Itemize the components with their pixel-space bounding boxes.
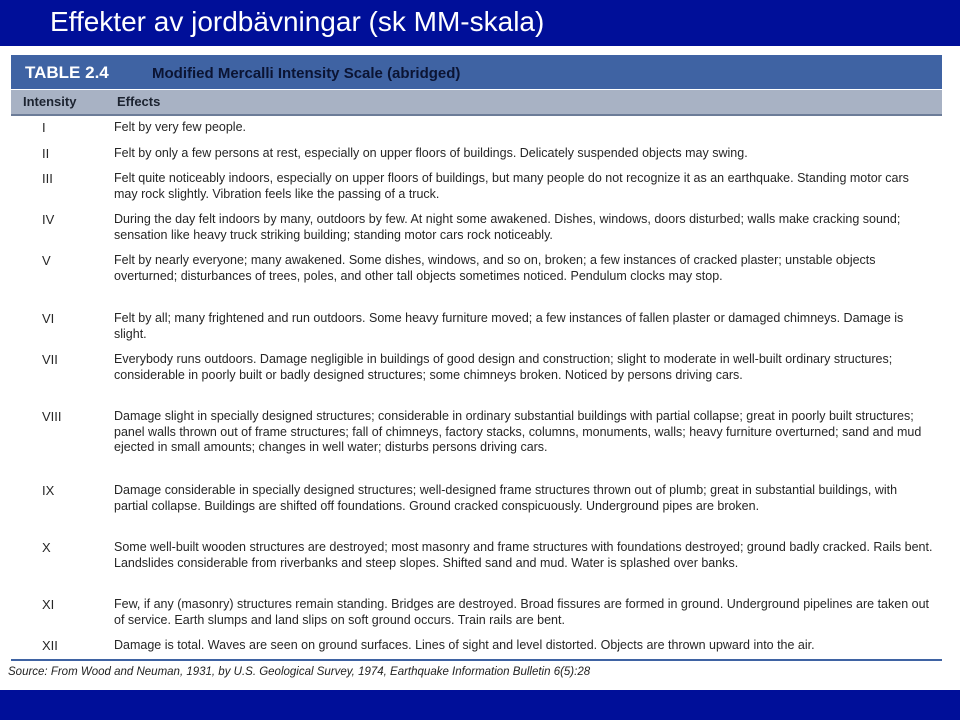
effect-text: Everybody runs outdoors. Damage negligible in buildings of good design and construction; slight to moderate in well-built ordinary structures; considerable in poorly built or badly designed structures; some chimneys broken. Noticed by persons driving cars. [114, 352, 893, 382]
table-caption: Modified Mercalli Intensity Scale (abridged) [152, 65, 461, 82]
intensity-value: VI [42, 311, 55, 326]
column-header-row [11, 90, 942, 116]
effect-text: Felt by only a few persons at rest, especially on upper floors of buildings. Delicately suspended objects may swing. [114, 146, 748, 160]
effect-text: Damage is total. Waves are seen on ground surfaces. Lines of sight and level distorted. Objects are thrown upward into the air. [114, 638, 815, 652]
effect-text: Damage slight in specially designed structures; considerable in ordinary substantial buildings with partial collapse; great in poorly built structures; panel walls thrown out of frame structures; fall of chimneys, factory stacks, columns, monuments, walls; heavy furniture overturned; sand and mud ejected in small amounts; changes in well water; disturbs persons driving cars. [114, 409, 922, 454]
effect-text: Felt by very few people. [114, 120, 247, 134]
intensity-value: IV [42, 212, 55, 227]
effect-text: Felt by nearly everyone; many awakened. Some dishes, windows, and so on, broken; a few instances of cracked plaster; unstable objects overturned; disturbances of trees, poles, and other tall objects sometimes noticed. Pendulum clocks may stop. [114, 253, 876, 283]
effect-text: Damage considerable in specially designed structures; well-designed frame structures thrown out of plumb; great in substantial buildings, with partial collapse. Buildings are shifted off foundations. Ground cracked conspicuously. Underground pipes are broken. [114, 483, 898, 513]
effect-text: Felt by all; many frightened and run outdoors. Some heavy furniture moved; a few instances of fallen plaster or damaged chimneys. Damage is slight. [114, 311, 904, 341]
slide-footer-bar [0, 690, 960, 720]
intensity-value: I [42, 120, 46, 135]
column-header-effects: Effects [117, 94, 161, 109]
effect-text: Some well-built wooden structures are destroyed; most masonry and frame structures with foundations destroyed; ground badly cracked. Rails bent. Landslides considerable from riverbanks and steep slopes. Shifted sand and mud. Water is splashed over banks. [114, 540, 933, 570]
table-header [11, 55, 942, 89]
intensity-value: V [42, 253, 51, 268]
intensity-value: XI [42, 597, 55, 612]
effect-text: Few, if any (masonry) structures remain standing. Bridges are destroyed. Broad fissures are formed in ground. Underground pipelines are taken out of service. Earth slumps and land slips on soft ground occurs. Train rails are bent. [114, 597, 929, 627]
effect-text: Felt quite noticeably indoors, especially on upper floors of buildings, but many people do not recognize it as an earthquake. Standing motor cars may rock slightly. Vibration feels like the passing of a truck. [114, 171, 909, 201]
intensity-value: VII [42, 352, 58, 367]
source-citation: Source: From Wood and Neuman, 1931, by U.S. Geological Survey, 1974, Earthquake Information Bulletin 6(5):28 [8, 666, 591, 678]
intensity-value: III [42, 171, 53, 186]
table-number: TABLE 2.4 [25, 63, 109, 82]
intensity-value: XII [42, 638, 58, 653]
source-divider [11, 659, 942, 661]
effect-text: During the day felt indoors by many, outdoors by few. At night some awakened. Dishes, windows, doors disturbed; walls make cracking sound; sensation like heavy truck striking building; standing motor cars rock noticeably. [114, 212, 901, 242]
column-header-intensity: Intensity [23, 94, 77, 109]
intensity-value: IX [42, 483, 55, 498]
intensity-value: X [42, 540, 51, 555]
scanned-table [8, 52, 944, 688]
intensity-value: VIII [42, 409, 62, 424]
slide-title: Effekter av jordbävningar (sk MM-skala) [50, 6, 545, 37]
intensity-value: II [42, 146, 50, 161]
slide-title-bar [0, 0, 960, 46]
